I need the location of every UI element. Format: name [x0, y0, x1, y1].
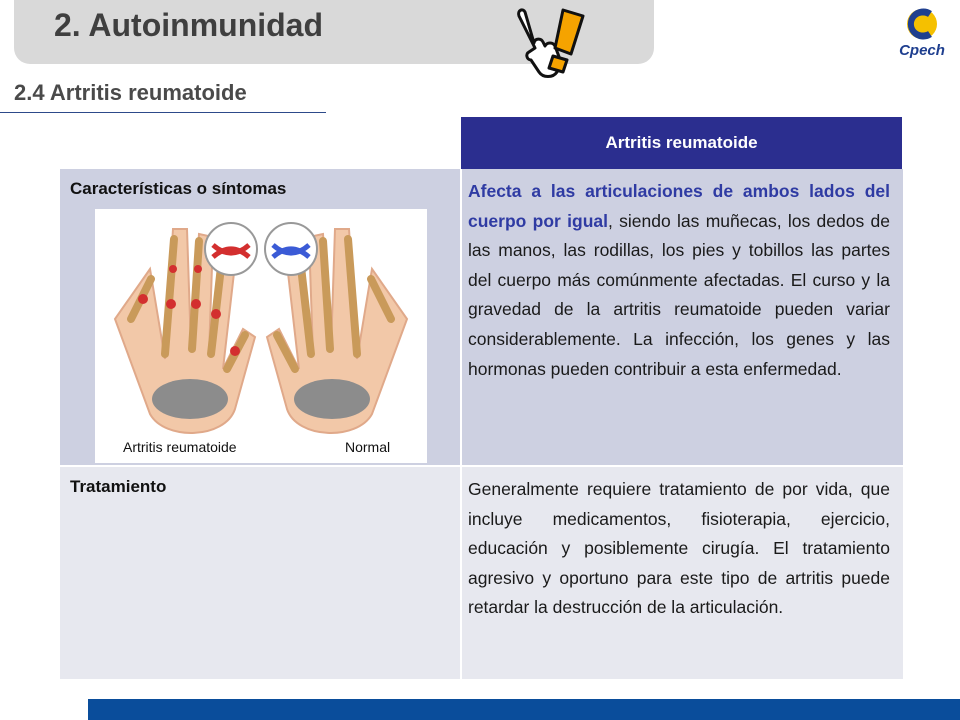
exclamation-icon [549, 10, 583, 72]
subtitle-underline [0, 112, 326, 113]
footer-bar [88, 699, 960, 720]
hands-illustration [95, 209, 427, 463]
section-subtitle: 2.4 Artritis reumatoide [14, 80, 247, 105]
symptoms-text [468, 177, 890, 384]
treatment-text: Generalmente requiere tratamiento de por vida, que incluye medicamentos, fisioterapia, ejercicio, educación y posiblemente cirugía. El tratamiento agresivo y oportuno para este tipo de artritis puede retardar la destrucción de la articulación. [468, 479, 890, 618]
row-label: Características o síntomas [70, 179, 287, 198]
cell-divider [460, 467, 462, 679]
logo-text: Cpech [899, 42, 945, 59]
cpech-logo [892, 4, 952, 62]
hands-image [95, 209, 427, 463]
row-label: Tratamiento [70, 477, 167, 496]
cell-divider [460, 169, 462, 465]
symptoms-body: , siendo las muñecas, los dedos de las manos, las rodillas, los pies y tobillos las partes del cuerpo más comúnmente afectadas. El curso y la gravedad de la artritis reumatoide pueden variar considerablemente. La infección, los genes y las hormonas pueden contribuir a esta enfermedad. [468, 210, 890, 379]
symptoms-emphasis: Afecta a las articulaciones de ambos lados del cuerpo por igual [468, 181, 890, 231]
pointing-hand-icon [505, 2, 585, 82]
caption-arthritis: Artritis reumatoide [123, 439, 237, 455]
caption-normal: Normal [345, 439, 391, 455]
page-title: 2. Autoinmunidad [54, 7, 324, 43]
logo-symbol [892, 4, 952, 44]
table-header: Artritis reumatoide [461, 117, 902, 169]
table-row [60, 467, 903, 679]
table-row [60, 169, 903, 465]
